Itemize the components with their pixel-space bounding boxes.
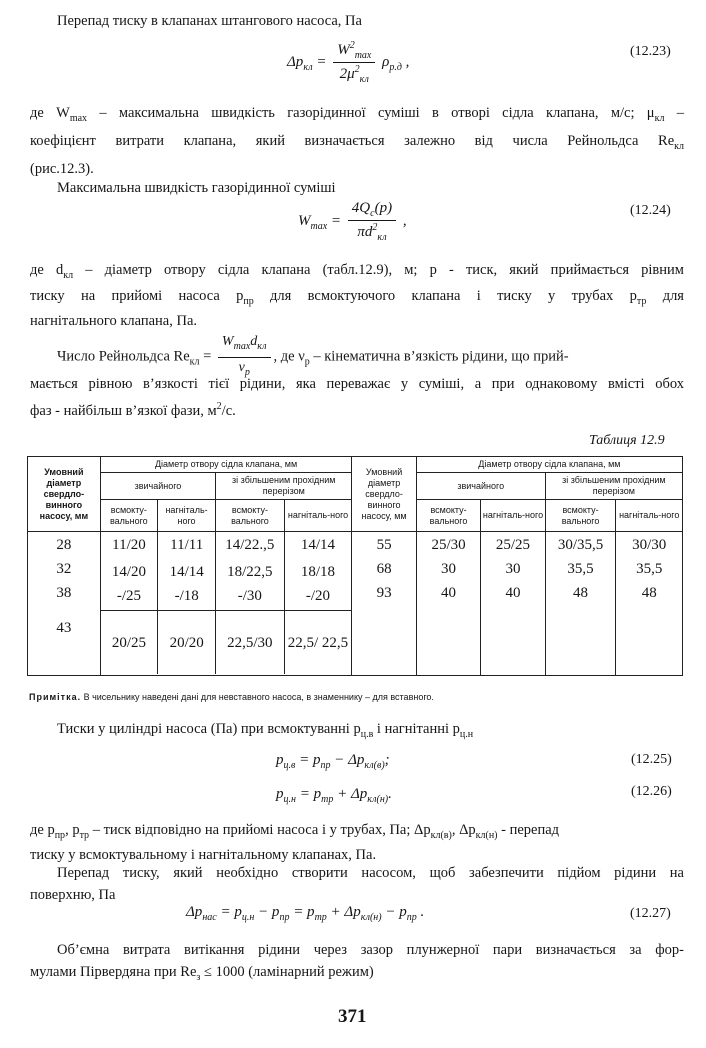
header-discharge: нагніталь-ного: [481, 500, 545, 532]
table-cell: -/25: [101, 583, 158, 610]
paragraph-2-line-3: нагнітального клапана, Па.: [30, 313, 198, 329]
table-cell: 40: [441, 585, 457, 601]
table-cell: 18/18: [284, 559, 351, 583]
table-row: [101, 532, 352, 559]
intro-12-23: Перепад тиску в клапанах штангового насоса, Па: [57, 13, 362, 29]
header-diameter-right: Діаметр отвору сідла клапана, мм: [416, 457, 682, 473]
header-discharge: нагніталь-ного: [284, 500, 352, 532]
formula-12-26: $p_{ц.н} = p_{тр} + \Delta p_{кл(н)}$.: [276, 786, 392, 805]
formula-12-23: $\Delta p_{кл}$ = $\frac{W^2_{max}}{2\mu^2_{кл}}$ $\rho_{р.д}$ ,: [287, 40, 410, 85]
table-note: [29, 692, 434, 702]
table-cell: 20/20: [158, 610, 216, 674]
header-enlarged-right: зі збільшеним прохідним перерізом: [545, 473, 682, 500]
table-cell: -/20: [284, 583, 351, 610]
header-suction: всмокту-вального: [545, 500, 616, 532]
table-cell: 68: [376, 561, 392, 577]
table-cell: 48: [573, 585, 589, 601]
table-cell: 28: [56, 537, 72, 553]
table-cell: 20/25: [101, 610, 158, 674]
paragraph-1-line-1: де $W_{max}$ – максимальна швидкість газорідинної суміші в отворі сідла клапана, м/с; $\mu_{кл}$ –: [30, 105, 685, 124]
page-number: 371: [338, 1006, 367, 1027]
formula-12-25: $p_{ц.в} = p_{пр} - \Delta p_{кл(в)}$;: [276, 752, 390, 771]
header-enlarged-left: зі збільшеним прохідним перерізом: [216, 473, 352, 500]
equation-number-12-24: (12.24): [630, 203, 671, 218]
table-cell: 43: [56, 620, 72, 636]
equation-number-12-26: (12.26): [631, 784, 672, 799]
table-cell: 14/14: [284, 532, 351, 559]
left-values-block: [100, 532, 352, 676]
paragraph-3-line-2: мається рівною в’язкості тієї рідини, яка переважає у суміші, а при однаковому вмісті обох: [30, 376, 684, 392]
table-cell: 35,5: [567, 561, 594, 577]
header-discharge: нагніталь-ного: [616, 500, 683, 532]
paragraph-5-line-2: тиску у всмоктувальному і нагнітальному клапанах, Па.: [30, 847, 377, 863]
equation-number-12-23: (12.23): [630, 44, 671, 59]
header-suction: всмокту-вального: [416, 500, 480, 532]
right-col-2: [481, 532, 545, 676]
table-cell: -/18: [158, 583, 216, 610]
formula-12-24: $W_{max}$ = $\frac{4Q_c(p)}{\pi d^2_{кл}}$ ,: [298, 200, 407, 243]
header-regular-left: звичайного: [100, 473, 215, 500]
paragraph-6-line-1: Перепад тиску, який необхідно створити насосом, щоб забезпечити підйом рідини на: [57, 865, 684, 881]
paragraph-5-line-1: де $p_{пр}$, $p_{тр}$ – тиск відповідно на прийомі насоса і у трубах, Па; $\Delta p_{кл(в)}$, $\Delta p_{кл(н)}$ - перепад: [30, 822, 560, 841]
table-cell: 22,5/ 22,5: [284, 610, 351, 674]
paragraph-3-line-1: Число Рейнольдса $Re_{кл}$ = $\frac{W_{max}d_{кл}}{\nu_р}$ , де $\nu_р$ – кінематична в’язкість рідини, що прий-: [57, 334, 569, 378]
header-nominal-diameter-right: Умовний діаметр свердло-винного насосу, мм: [352, 457, 416, 532]
table-cell: 48: [641, 585, 657, 601]
table-cell: 40: [505, 585, 521, 601]
header-regular-right: звичайного: [416, 473, 545, 500]
table-cell: 30: [505, 561, 521, 577]
header-diameter-left: Діаметр отвору сідла клапана, мм: [100, 457, 352, 473]
nominal-diameter-column-left: [28, 532, 101, 676]
header-suction: всмокту-вального: [100, 500, 157, 532]
paragraph-2-line-1: де $d_{кл}$ – діаметр отвору сідла клапана (табл.12.9), м; p - тиск, який приймається рівним: [30, 262, 684, 281]
left-values-grid: [101, 532, 352, 674]
table-cell: 14/22.,5: [216, 532, 284, 559]
table-caption: Таблиця 12.9: [589, 433, 665, 448]
table-row: [101, 610, 352, 674]
right-col-4: [616, 532, 683, 676]
table-cell: 30: [441, 561, 457, 577]
table-cell: 14/20: [101, 559, 158, 583]
paragraph-7-line-2: мулами Пірвердяна при $Re_з \le 1000$ (ламінарний режим): [30, 964, 374, 983]
paragraph-7-line-1: Об’ємна витрата витікання рідини через зазор плунжерної пари визначається за фор-: [57, 942, 684, 958]
valve-seat-table: [27, 456, 683, 676]
header-discharge: нагніталь-ного: [157, 500, 215, 532]
table-row: [101, 559, 352, 583]
nominal-diameter-column-right: [352, 532, 416, 676]
table-note-text: В чисельнику наведені дані для невставного насоса, в знаменнику – для вставного.: [81, 692, 434, 702]
table-cell: 30/30: [632, 537, 667, 553]
table-cell: 25/25: [495, 537, 531, 553]
equation-number-12-27: (12.27): [630, 906, 671, 921]
table-cell: 11/11: [158, 532, 216, 559]
table-cell: 14/14: [158, 559, 216, 583]
table-row: [101, 583, 352, 610]
table-cell: 30/35,5: [557, 537, 604, 553]
paragraph-1-line-3: (рис.12.3).: [30, 161, 94, 177]
table-cell: 93: [376, 585, 392, 601]
table-cell: 38: [56, 585, 72, 601]
paragraph-1-line-2: коефіцієнт витрати клапана, який визначається залежно від числа Рейнольдса $Re_{кл}$: [30, 133, 684, 152]
table-cell: 55: [376, 537, 392, 553]
table-cell: 25/30: [431, 537, 466, 553]
right-col-3: [545, 532, 616, 676]
table-cell: 18/22,5: [216, 559, 284, 583]
paragraph-2-line-2: тиску на прийомі насоса $p_{пр}$ для всмоктуючого клапана і тиску у трубах $p_{тр}$ для: [30, 288, 684, 307]
table-cell: 22,5/30: [216, 610, 284, 674]
table-cell: -/30: [216, 583, 284, 610]
right-col-1: [416, 532, 480, 676]
header-suction: всмокту-вального: [216, 500, 285, 532]
formula-12-27: $\Delta p_{нас} = p_{ц.н} - p_{пр} = p_{тр} + \Delta p_{кл(н)} - p_{пр}$ .: [186, 904, 425, 923]
equation-number-12-25: (12.25): [631, 752, 672, 767]
table-cell: 11/20: [101, 532, 158, 559]
table-cell: 35,5: [636, 561, 663, 577]
header-nominal-diameter-left: Умовний діаметр свердло-винного насосу, мм: [28, 457, 101, 532]
paragraph-6-line-2: поверхню, Па: [30, 887, 116, 903]
table-note-label: Примітка.: [29, 692, 82, 702]
paragraph-3-line-3: фаз - найбільш в’язкої фази, $м^2/с$.: [30, 401, 236, 419]
table-cell: 32: [56, 561, 72, 577]
intro-12-24: Максимальна швидкість газорідинної суміші: [57, 180, 336, 196]
paragraph-4: Тиски у циліндрі насоса (Па) при всмоктуванні $p_{ц.в}$ і нагнітанні $p_{ц.н}$: [57, 721, 474, 740]
